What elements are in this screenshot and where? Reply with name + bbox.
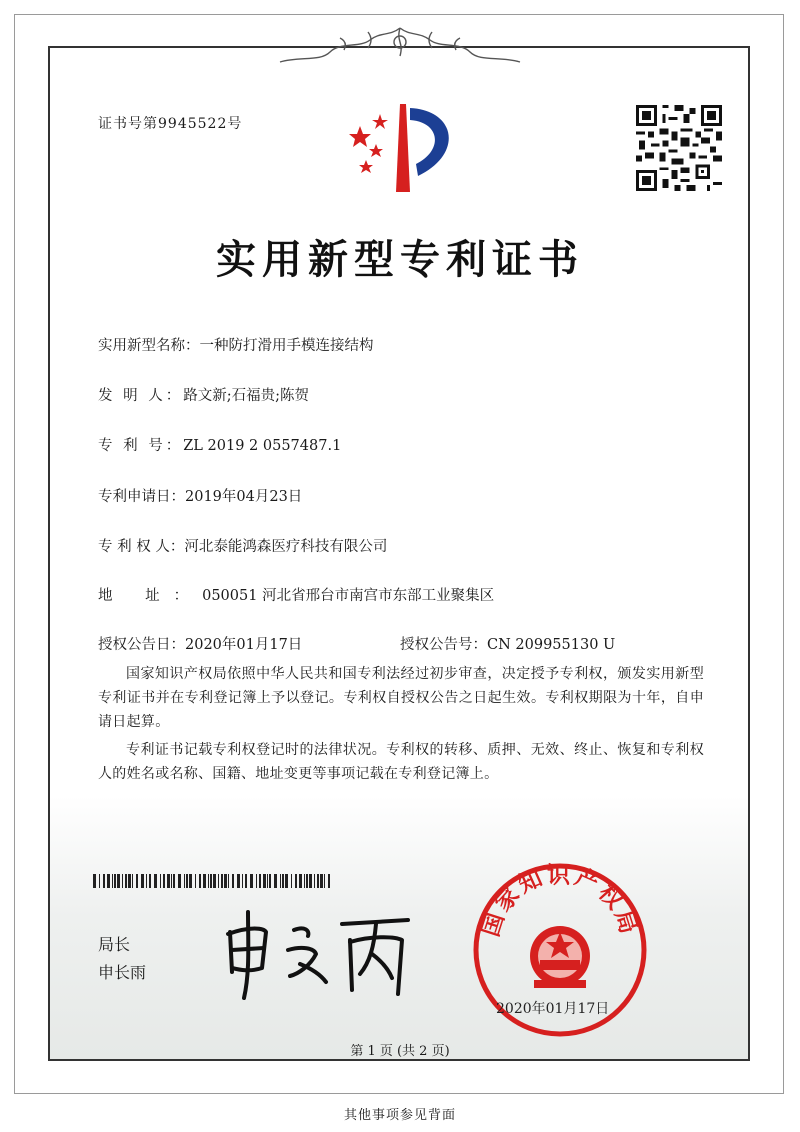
certificate-number: 证书号第9945522号	[98, 116, 243, 132]
seal-text: 国家知识产权局	[477, 862, 643, 940]
barcode-icon	[93, 874, 333, 888]
field-label: 专 利 号：	[98, 438, 184, 454]
field-value: 河北泰能鸿森医疗科技有限公司	[184, 539, 388, 555]
body-paragraph: 专利证书记载专利权登记时的法律状况。专利权的转移、质押、无效、终止、恢复和专利权人的姓名或名称、国籍、地址变更等事项记载在专利登记簿上。	[98, 742, 704, 782]
director-name: 申长雨	[98, 963, 147, 982]
field-application-date	[98, 485, 302, 506]
field-value: 2020年01月17日	[185, 637, 303, 653]
field-value: 2019年04月23日	[185, 489, 303, 505]
field-label: 发 明 人：	[98, 388, 184, 404]
field-inventor	[98, 384, 309, 405]
page-title: 实用新型专利证书	[216, 237, 584, 283]
field-label: 专 利 权 人：	[98, 539, 185, 555]
field-value: ZL 2019 2 0557487.1	[183, 438, 342, 454]
field-label: 授权公告日：	[98, 637, 185, 653]
field-value: CN 209955130 U	[487, 637, 616, 653]
national-emblem-icon	[530, 926, 590, 988]
qr-code-icon	[636, 105, 722, 191]
field-label: 地 址：	[98, 588, 203, 604]
field-label: 授权公告号：	[400, 637, 487, 653]
field-grant-number	[400, 633, 615, 654]
field-label: 实用新型名称：	[98, 338, 200, 354]
ornament-icon	[270, 22, 530, 70]
cnipa-logo-icon	[338, 96, 468, 198]
field-value: 一种防打滑用手模连接结构	[199, 338, 374, 354]
field-value: 050051 河北省邢台市南宫市东部工业聚集区	[202, 588, 495, 604]
footer-note: 其他事项参见背面	[343, 1108, 456, 1123]
field-design-name	[98, 334, 374, 355]
field-grant-date	[98, 633, 302, 654]
page-number: 第 1 页 (共 2 页)	[350, 1044, 450, 1059]
seal-date: 2020年01月17日	[496, 1001, 610, 1017]
field-address	[98, 584, 494, 605]
field-patentee	[98, 535, 387, 556]
field-patent-number	[98, 434, 341, 455]
body-paragraph: 国家知识产权局依照中华人民共和国专利法经过初步审查，决定授予专利权，颁发实用新型专利证书并在专利登记簿上予以登记。专利权自授权公告之日起生效。专利权期限为十年，自申请日起算。	[98, 666, 704, 730]
field-value: 路文新;石福贵;陈贺	[183, 388, 309, 404]
handwritten-signature	[210, 902, 420, 1002]
field-label: 专利申请日：	[98, 489, 185, 505]
director-title: 局长	[98, 935, 131, 954]
